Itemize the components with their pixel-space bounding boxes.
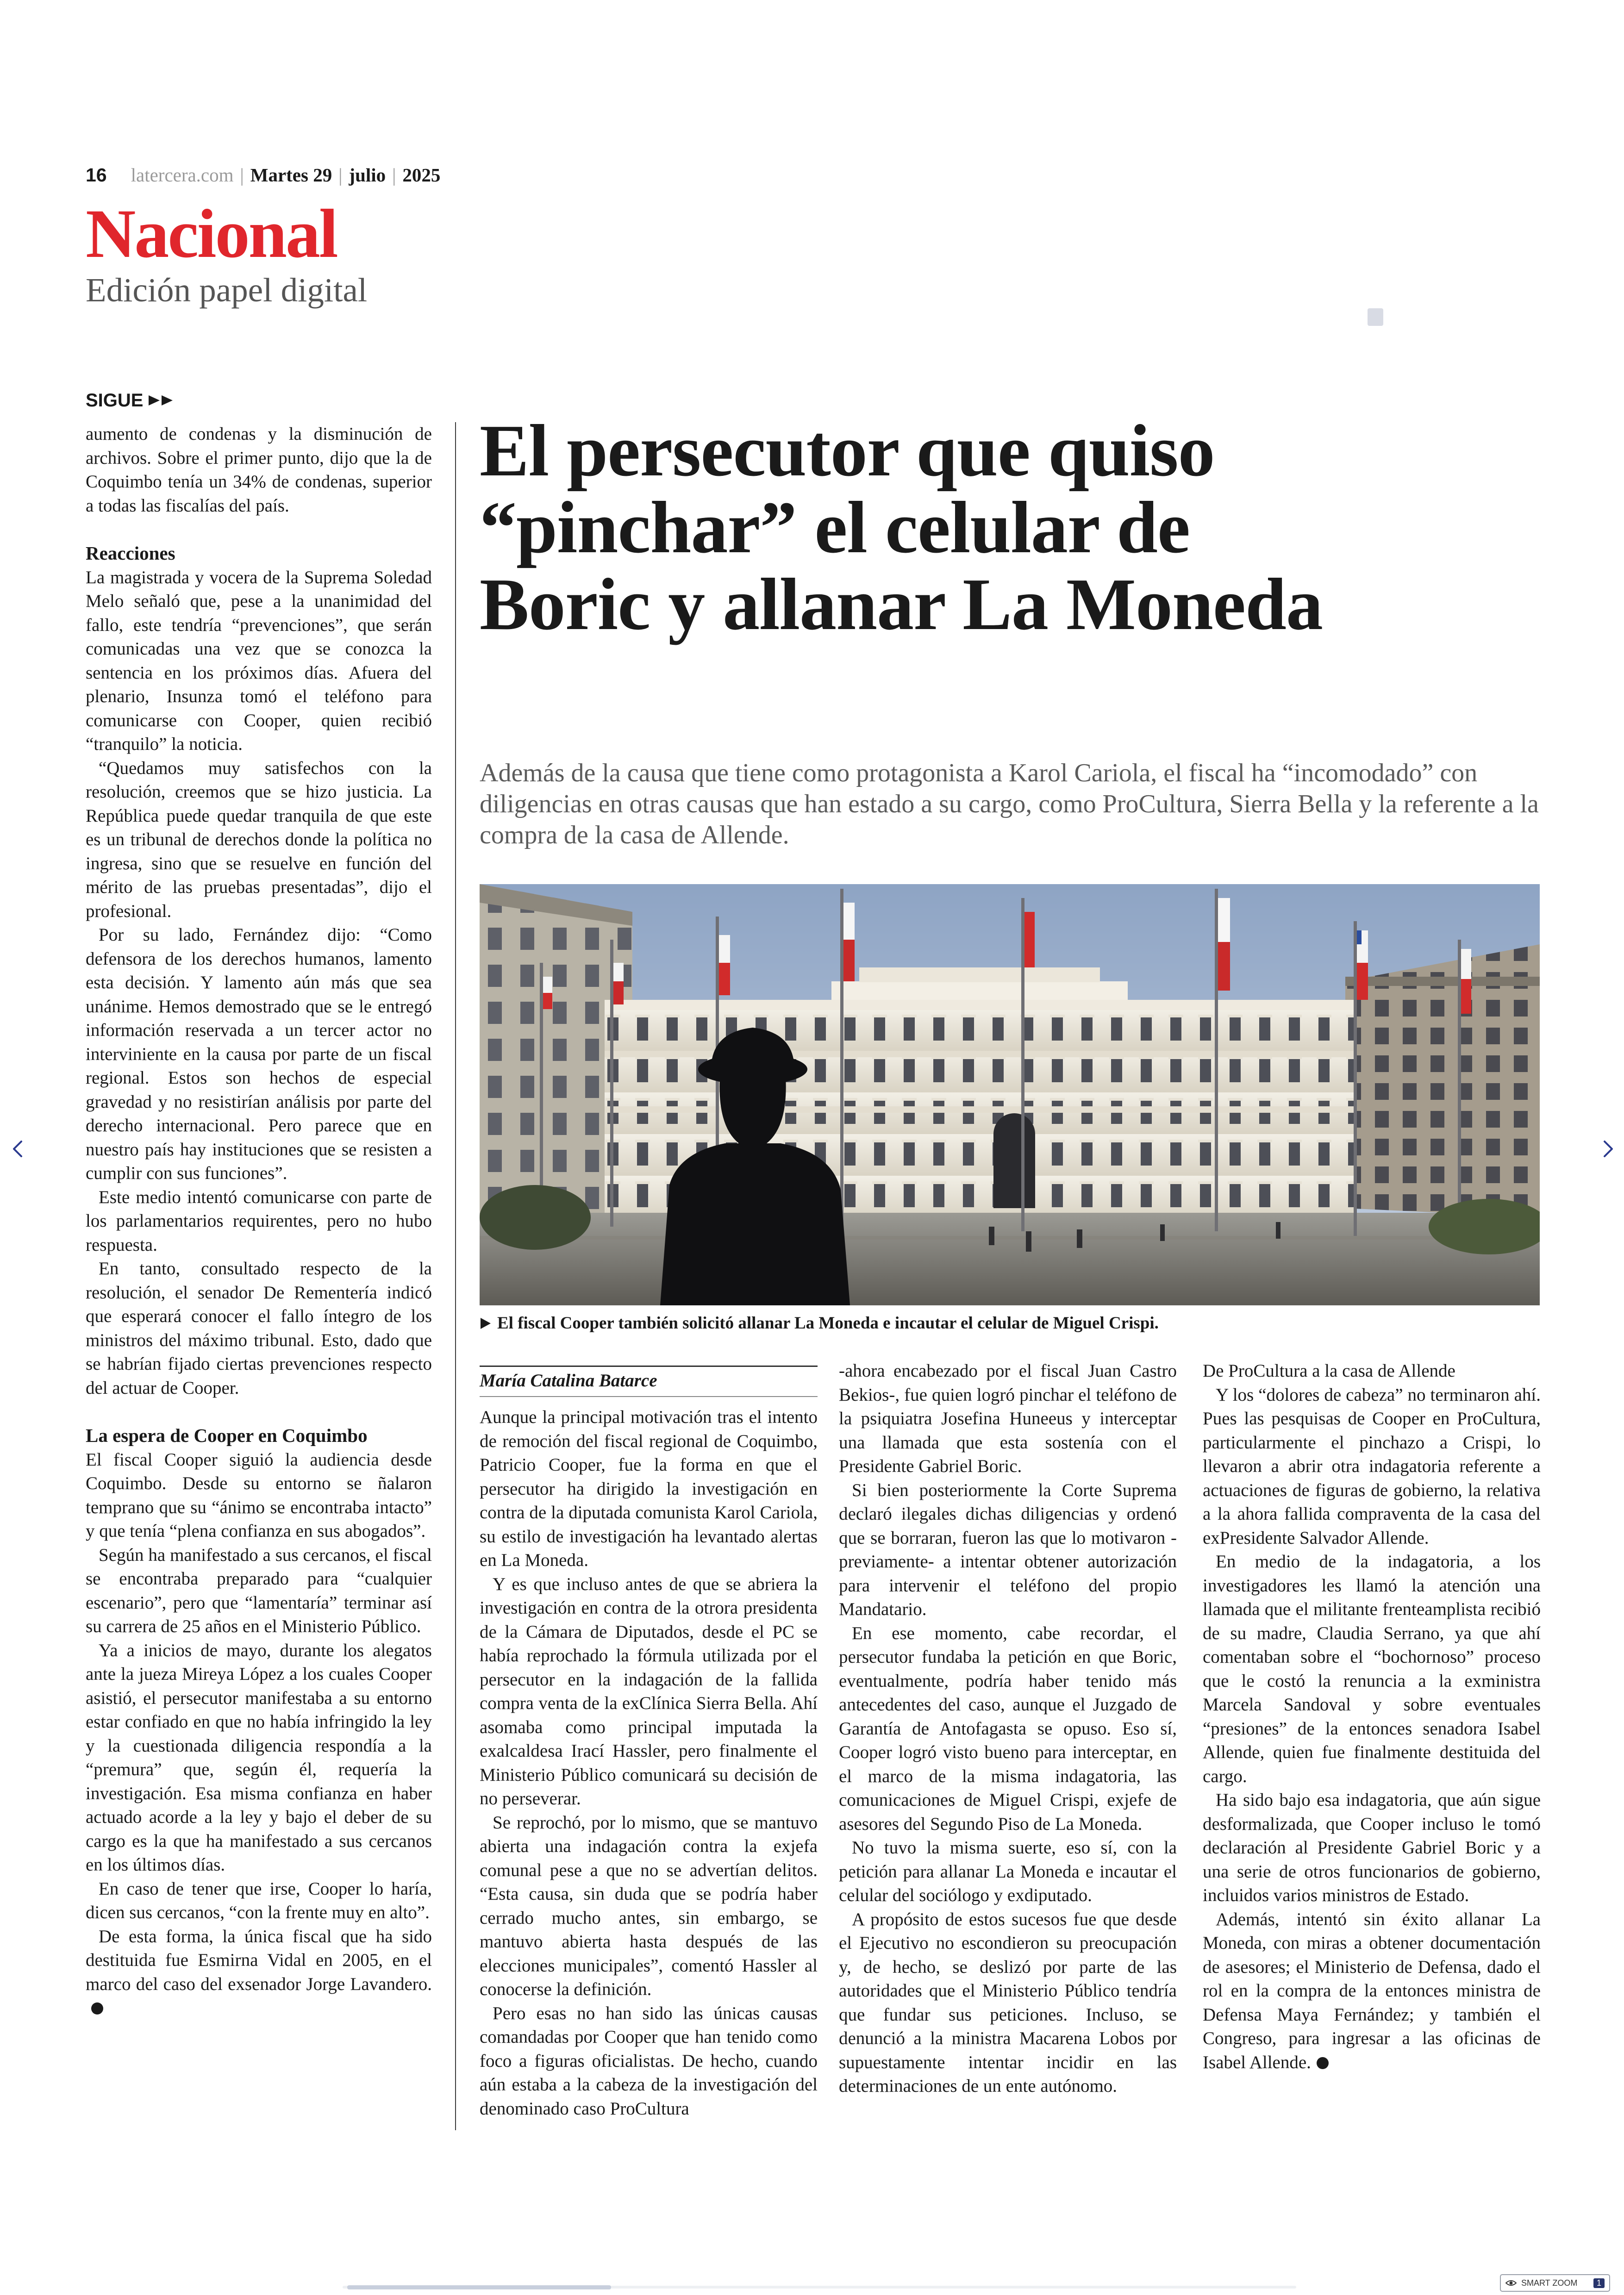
paragraph: La magistrada y vocera de la Suprema Soledad Melo señaló que, pese a la unanimidad del fallo, este tendría “prevenciones”, que serán comunicadas una vez que se conozca la sentencia en los próximos días. Afuera del plenario, Insunza tomó el teléfono para comunicarse con Cooper, quien recibió “tranquilo” la noticia. <box>86 567 432 754</box>
article-headline <box>480 409 1544 645</box>
site-name: latercera.com <box>131 164 234 186</box>
subheading-inline: De ProCultura a la casa de Allende <box>1203 1361 1455 1381</box>
zoom-level-badge: 1 <box>1593 2278 1605 2288</box>
paragraph: Este medio intentó comunicarse con parte de los parlamentarios requirentes, pero no hubo respuesta. <box>86 1187 432 1255</box>
date-month: julio <box>349 164 386 186</box>
eye-icon <box>1505 2279 1517 2287</box>
article-column-3 <box>1203 1359 1541 2074</box>
byline: María Catalina Batarce <box>480 1371 657 1391</box>
folio-separator: | <box>240 164 244 186</box>
folio-line <box>86 161 440 189</box>
paragraph: No tuvo la misma suerte, eso sí, con la petición para allanar La Moneda e incautar el celular del sociólogo y exdiputado. <box>839 1838 1177 1905</box>
paragraph-text: De esta forma, la única fiscal que ha sido destituida fue Esmirna Vidal en 2005, en el marco del caso del exsenador Jorge Lavandero. <box>86 1926 432 1994</box>
continues-label <box>86 389 175 412</box>
paragraph: En caso de tener que irse, Cooper lo haría, dicen sus cercanos, “con la frente muy en alto”. <box>86 1878 432 1922</box>
paragraph-text: Además, intentó sin éxito allanar La Moneda, con miras a obtener documentación de asesores; el Ministerio de Defensa, dado el rol en la compra de la entonces ministra de Defensa Maya Fernández; y también el Congreso, para ingresar a las oficinas de Isabel Allende. <box>1203 1909 1541 2072</box>
end-of-story-icon <box>91 2002 103 2014</box>
folio-separator: | <box>338 164 343 186</box>
caption-text: El fiscal Cooper también solicitó allanar La Moneda e incautar el celular de Miguel Crispi. <box>497 1314 1159 1333</box>
paragraph: En ese momento, cabe recordar, el persecutor fundaba la petición en que Boric, eventualmente, podría haber tenido más antecedentes del caso, aunque el Juzgado de Garantía de Antofagasta se opuso. Eso sí, Cooper logró visto bueno para interceptar, en el marco de la misma indagatoria, las comunicaciones de Miguel Crispi, exjefe de asesores del Segundo Piso de La Moneda. <box>839 1623 1177 1834</box>
article-deck: Además de la causa que tiene como protagonista a Karol Cariola, el fiscal ha “incomodado” con diligencias en otras causas que han estado a su cargo, como ProCultura, Sierra Bella y la referente a la compra de la casa de Allende. <box>480 759 1539 849</box>
section-title: Nacional <box>86 195 337 272</box>
paragraph: Según ha manifestado a sus cercanos, el fiscal se encontraba preparado para “cualquier escenario”, pero que “lamentaría” terminar así su carrera de 25 años en el Ministerio Público. <box>86 1545 432 1636</box>
paragraph: aumento de condenas y la disminución de archivos. Sobre el primer punto, dijo que la de Coquimbo tenía un 34% de condenas, superior a todas las fiscalías del país. <box>86 424 432 516</box>
subheading: Reacciones <box>86 543 175 564</box>
paragraph: Si bien posteriormente la Corte Suprema declaró ilegales dichas diligencias y ordenó que se borraran, fueron las que lo motivaron -previamente- a intentar obtener autorización para intervenir el teléfono del propio Mandatario. <box>839 1480 1177 1619</box>
smart-zoom-button[interactable] <box>1500 2274 1610 2292</box>
paragraph: “Quedamos muy satisfechos con la resolución, creemos que se hizo justicia. La República puede quedar tranquila de que este es un tribunal de derechos donde la política no ingresa, sino que se resuelve en función del mérito de las pruebas presentadas”, dijo el profesional. <box>86 758 432 921</box>
play-bullet-icon <box>480 1316 493 1330</box>
article-column-1 <box>480 1405 818 2120</box>
paragraph: En medio de la indagatoria, a los investigadores les llamó la atención una llamada que el militante frenteamplista recibió de su madre, Claudia Serrano, ya que ahí comentaban sobre el “bochornoso” proceso que le costó la renuncia a la exministra Marcela Sandoval y sobre eventuales “presiones” de la entonces senadora Isabel Allende, quien fue finalmente destituida del cargo. <box>1203 1552 1541 1786</box>
paragraph: Y los “dolores de cabeza” no terminaron ahí. Pues las pesquisas de Cooper en ProCultura, particularmente el pinchazo a Crispi, lo llevaron a abrir otra indagatoria referente a actuaciones de figuras de gobierno, la relativa a la ahora fallida compraventa de la casa del exPresidente Salvador Allende. <box>1203 1384 1541 1548</box>
previous-page-arrow-icon[interactable] <box>8 1135 27 1163</box>
double-play-icon <box>147 393 175 407</box>
paragraph: El fiscal Cooper siguió la audiencia desde Coquimbo. Desde su entorno se ñalaron temprano que su “ánimo se encontraba intacto” y que tenía “plena confianza en sus abogados”. <box>86 1449 432 1541</box>
la-moneda-photo <box>480 884 1540 1305</box>
date-year: 2025 <box>402 164 441 186</box>
paragraph: Ya a inicios de mayo, durante los alegatos ante la jueza Mireya López a los cuales Cooper asistió, el persecutor manifestaba a su entorno estar confiado en que no había infringido la ley y la cuestionada diligencia respondía a la “premura” que, según él, requería la investigación. Esa misma confianza en haber actuado acorde a la ley y bajo el deber de su cargo es la que ha manifestado a sus cercanos en los últimos días. <box>86 1640 432 1875</box>
paragraph: Y es que incluso antes de que se abriera la investigación en contra de la otrora presidenta de la Cámara de Diputados, desde el PC se había reprochado la fórmula utilizada por el persecutor en la indagación de la fallida compra venta de la exClínica Sierra Bella. Ahí asomaba como principal imputada la exalcaldesa Irací Hassler, pero finalmente el Ministerio Público comunicará su decisión de no perseverar. <box>480 1574 818 1809</box>
continued-story-column <box>86 422 432 2020</box>
byline-bottom-rule <box>480 1396 818 1397</box>
paragraph: Por su lado, Fernández dijo: “Como defensora de los derechos humanos, lamento esta decisión. Y lamento aún más que sea unánime. Hemos demostrado que se le entregó información reservada a un tercer actor no interviniente en la causa por parte de un fiscal regional. Estos son hechos de especial gravedad y no resistirían análisis por parte del derecho internacional. Pero parece que en nuestro país hay instituciones que se resisten a cumplir con sus funciones”. <box>86 925 432 1183</box>
smart-zoom-label: SMART ZOOM <box>1521 2278 1578 2288</box>
byline-top-rule <box>480 1366 818 1367</box>
paragraph: Pero esas no han sido las únicas causas comandadas por Cooper que han tenido como foco a figuras oficialistas. De hecho, cuando aún estaba a la cabeza de la investigación del denominado caso ProCultura <box>480 2003 818 2119</box>
paragraph: -ahora encabezado por el fiscal Juan Castro Bekios-, fue quien logró pinchar el teléfono de la psiquiatra Josefina Huneeus y interceptar una llamada que esta sostenía con el Presidente Gabriel Boric. <box>839 1361 1177 1476</box>
photo-caption <box>480 1312 1540 1335</box>
column-divider <box>455 422 456 2130</box>
paragraph-last <box>86 1925 432 2020</box>
paragraph: Ha sido bajo esa indagatoria, que aún sigue desformalizada, que Cooper incluso le tomó declaración al Presidente Gabriel Boric y a una serie de otros funcionarios de gobierno, incluidos varios ministros de Estado. <box>1203 1790 1541 1905</box>
horizontal-scrollbar-thumb[interactable] <box>347 2285 611 2289</box>
paragraph: A propósito de estos sucesos fue que desde el Ejecutivo no escondieron su preocupación y, de hecho, se deslizó por parte de las autoridades que el Ministerio Público tendría que fundar sus peticiones. Incluso, se denunció a la ministra Macarena Lobos por supuestamente intentar incidir en las determinaciones de un ente autónomo. <box>839 1909 1177 2096</box>
next-page-arrow-icon[interactable] <box>1599 1135 1618 1163</box>
headline-line: Boric y allanar La Moneda <box>480 563 1323 645</box>
paragraph: Aunque la principal motivación tras el intento de remoción del fiscal regional de Coquimbo, Patricio Cooper, fue la forma en que el persecutor ha dirigido la investigación en contra de la diputada comunista Karol Cariola, su estilo de investigación ha levantado alertas en La Moneda. <box>480 1407 818 1570</box>
edition-label: Edición papel digital <box>86 271 368 309</box>
headline-line: El persecutor que quiso <box>480 409 1215 492</box>
paragraph: En tanto, consultado respecto de la resolución, el senador De Rementería indicó que esperará conocer el fallo íntegro de los ministros del máximo tribunal. Esto, dado que se habrían fijado ciertas prevenciones respecto del actuar de Cooper. <box>86 1259 432 1398</box>
headline-line: “pinchar” el celular de <box>480 486 1190 568</box>
subheading: La espera de Cooper en Coquimbo <box>86 1425 368 1446</box>
paragraph: Se reprochó, por lo mismo, que se mantuvo abierta una indagación contra la exjefa comunal pese a que no se advertían delitos. “Esta causa, sin duda que se podría haber cerrado mucho antes, sin embargo, se mantuvo abierta hasta después de las elecciones municipales”, comentó Hassler al conocerse la definición. <box>480 1812 818 1999</box>
continues-text: SIGUE <box>86 390 144 411</box>
date-day: Martes 29 <box>250 164 332 186</box>
article-column-2 <box>839 1359 1177 2098</box>
paragraph-last <box>1203 1908 1541 2075</box>
end-of-story-icon <box>1317 2057 1329 2069</box>
page-marker-icon <box>1368 308 1383 326</box>
folio-separator: | <box>392 164 396 186</box>
page-number: 16 <box>86 164 107 186</box>
